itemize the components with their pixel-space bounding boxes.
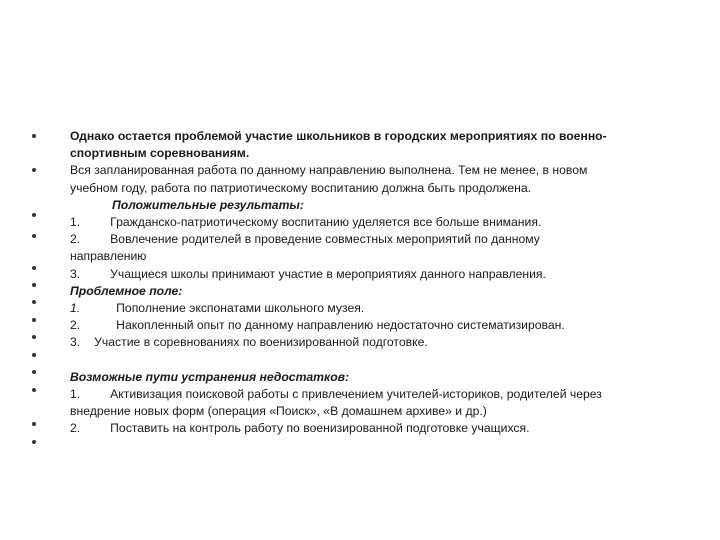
summary-line: Вся запланированная работа по данному направлению выполнена. Тем не менее, в новом — [70, 163, 588, 178]
item-text: Накопленный опыт по данному направлению недостаточно систематизирован. — [116, 318, 565, 333]
list-item — [70, 266, 670, 283]
list-item — [70, 334, 670, 351]
problem-field-heading: Проблемное поле: — [70, 283, 183, 298]
bullet-icon — [32, 440, 36, 444]
bullet-icon — [32, 134, 36, 138]
bullet-icon — [32, 266, 36, 270]
item-text: Учащиеся школы принимают участие в мероприятиях данного направления. — [110, 266, 546, 281]
ways-heading: Возможные пути устранения недостатков: — [70, 369, 350, 384]
list-item — [70, 386, 670, 403]
blank-line — [70, 351, 670, 368]
list-item — [70, 231, 670, 248]
bullet-icon — [32, 283, 36, 287]
bullet-icon — [32, 353, 36, 357]
bullet-icon — [32, 388, 36, 392]
list-item — [70, 300, 670, 317]
item-text: Участие в соревнованиях по военизированной подготовке. — [94, 335, 428, 350]
item-number: 1. — [70, 386, 81, 401]
bullet-icon — [32, 213, 36, 217]
bullet-icon — [32, 318, 36, 322]
list-item — [70, 420, 670, 437]
item-number: 2. — [70, 318, 81, 333]
item-text: Пополнение экспонатами школьного музея. — [116, 300, 365, 315]
list-item-continuation: внедрение новых форм (операция «Поиск», «В домашнем архиве» и др.) — [70, 404, 487, 418]
item-number: 2. — [70, 232, 81, 247]
item-text: Гражданско-патриотическому воспитанию уделяется все больше внимания. — [110, 214, 542, 229]
item-number: 1. — [70, 214, 81, 229]
list-item-continuation: направлению — [70, 249, 147, 264]
summary-line: учебном году, работа по патриотическому воспитанию должна быть продолжена. — [70, 180, 532, 195]
bullet-icon — [32, 335, 36, 339]
item-text: Вовлечение родителей в проведение совместных мероприятий по данному — [110, 232, 540, 247]
item-number: 3. — [70, 266, 81, 281]
item-number: 1. — [70, 300, 81, 315]
list-item — [70, 317, 670, 334]
item-text: Активизация поисковой работы с привлечением учителей-историков, родителей через — [110, 386, 602, 401]
problem-statement-line: спортивным соревнованиям. — [70, 146, 250, 161]
bullet-icon — [32, 300, 36, 304]
item-number: 3. — [70, 335, 81, 350]
list-item — [70, 214, 670, 231]
bullet-icon — [32, 370, 36, 374]
item-number: 2. — [70, 421, 81, 436]
slide-body — [70, 128, 670, 437]
problem-statement-line: Однако остается проблемой участие школьников в городских мероприятиях по военно- — [70, 129, 607, 143]
item-text: Поставить на контроль работу по военизированной подготовке учащихся. — [110, 421, 530, 436]
bullet-icon — [32, 422, 36, 426]
bullet-icon — [32, 234, 36, 238]
bullet-icon — [32, 168, 36, 172]
positive-results-heading: Положительные результаты: — [112, 197, 304, 212]
